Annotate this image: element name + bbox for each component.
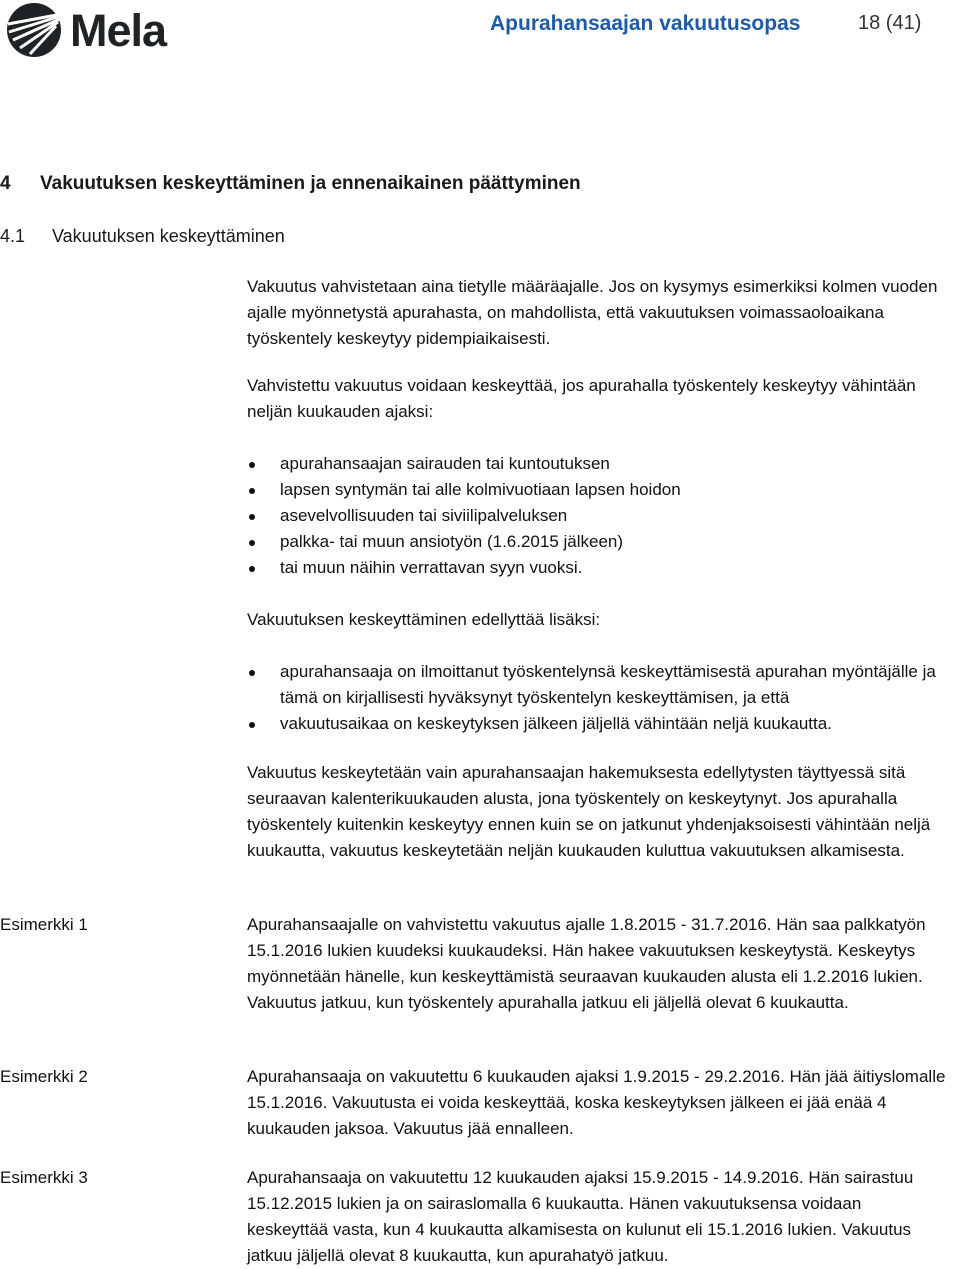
example-text: Apurahansaaja on vakuutettu 6 kuukauden ajaksi 1.9.2015 - 29.2.2016. Hän jää äitiyslomalle 15.1.2016. Vakuutusta ei voida keskeyttää, koska keskeytyksen jälkeen ei jää enää 4 kuukauden jaksoa. Vakuutus jää ennalleen.: [247, 1067, 946, 1138]
subsection-number: 4.1: [0, 226, 26, 246]
list-item: vakuutusaikaa on keskeytyksen jälkeen jäljellä vähintään neljä kuukautta.: [247, 711, 947, 737]
section-heading: [0, 173, 581, 195]
paragraph-suspension-rules: Vakuutus keskeytetään vain apurahansaajan hakemuksesta edellytysten täyttyessä sitä seuraavan kalenterikuukauden alusta, jona työskentely on keskeytynyt. Jos apurahalla työskentely kuitenkin keskeytyy ennen kuin se on jatkunut yhdenjaksoisesti vähintään neljä kuukautta, vakuutus keskeytetään neljän kuukauden kuluttua vakuutuksen alkamisesta.: [247, 763, 931, 860]
bullet-icon: [249, 462, 255, 468]
bullet-icon: [249, 722, 255, 728]
example-text: Apurahansaaja on vakuutettu 12 kuukauden ajaksi 15.9.2015 - 14.9.2016. Hän sairastuu 15.12.2015 lukien ja on sairaslomalla 6 kuukautta. Hänen vakuutuksensa voidaan keskeyttää vasta, kun 4 kuukautta alkamisesta on kulunut eli 15.1.2016 lukien. Vakuutus jatkuu jäljellä olevat 8 kuukautta, kun apurahatyö jatkuu.: [247, 1168, 914, 1265]
paragraph-requirements: Vakuutuksen keskeyttäminen edellyttää lisäksi:: [247, 610, 601, 629]
reasons-list: [247, 451, 947, 581]
list-item: palkka- tai muun ansiotyön (1.6.2015 jälkeen): [247, 529, 947, 555]
logo-wordmark: Mela: [70, 5, 167, 56]
page-number: 18 (41): [858, 12, 922, 34]
paragraph-intro: Vakuutus vahvistetaan aina tietylle määräajalle. Jos on kysymys esimerkiksi kolmen vuoden ajalle myönnetystä apurahasta, on mahdollista, että vakuutuksen voimassaoloaikana työskentely keskeytyy pidempiaikaisesti.: [247, 277, 938, 348]
mela-logo: [0, 2, 185, 58]
subsection-heading: [0, 226, 285, 247]
document-title: Apurahansaajan vakuutusopas: [490, 12, 801, 35]
bullet-icon: [249, 540, 255, 546]
subsection-title: Vakuutuksen keskeyttäminen: [52, 226, 285, 246]
section-title: Vakuutuksen keskeyttäminen ja ennenaikainen päättyminen: [40, 173, 581, 194]
list-item: tai muun näihin verrattavan syyn vuoksi.: [247, 555, 947, 581]
list-item: lapsen syntymän tai alle kolmivuotiaan lapsen hoidon: [247, 477, 947, 503]
list-item: apurahansaaja on ilmoittanut työskentelynsä keskeyttämisestä apurahan myöntäjälle ja tämä on kirjallisesti hyväksynyt työskentelyn keskeyttämisen, ja että: [247, 659, 947, 711]
conditions-list: [247, 659, 947, 737]
example-label: Esimerkki 3: [0, 1168, 88, 1187]
section-number: 4: [0, 173, 11, 194]
example-text: Apurahansaajalle on vahvistettu vakuutus ajalle 1.8.2015 - 31.7.2016. Hän saa palkkatyön 15.1.2016 lukien kuudeksi kuukaudeksi. Hän hakee vakuutuksen keskeytystä. Keskeytys myönnetään hänelle, kun keskeyttämistä seuraavan kuukauden alusta eli 1.2.2016 lukien. Vakuutus jatkuu, kun työskentely apurahalla jatkuu eli jäljellä olevat 6 kuukautta.: [247, 915, 926, 1012]
paragraph-conditions-intro: Vahvistettu vakuutus voidaan keskeyttää, jos apurahalla työskentely keskeytyy vähintään neljän kuukauden ajaksi:: [247, 376, 916, 421]
list-item: apurahansaajan sairauden tai kuntoutuksen: [247, 451, 947, 477]
example-label: Esimerkki 1: [0, 915, 88, 934]
bullet-icon: [249, 488, 255, 494]
example-label: Esimerkki 2: [0, 1067, 88, 1086]
mela-logo-icon: [0, 2, 68, 58]
bullet-icon: [249, 514, 255, 520]
bullet-icon: [249, 670, 255, 676]
bullet-icon: [249, 566, 255, 572]
list-item: asevelvollisuuden tai siviilipalveluksen: [247, 503, 947, 529]
